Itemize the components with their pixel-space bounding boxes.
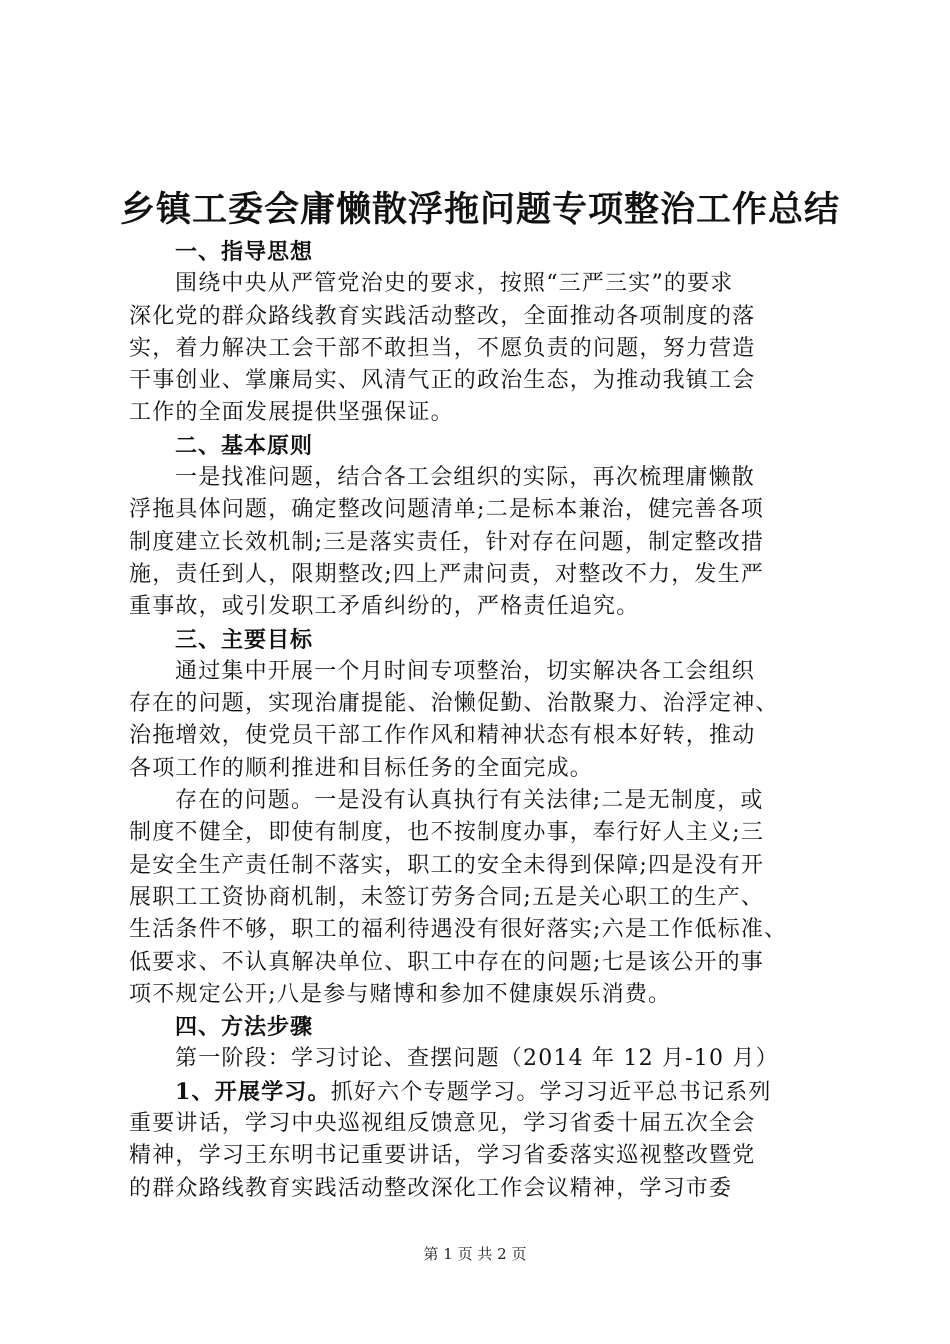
document-body: [129, 236, 829, 1205]
paragraph-line: 的群众路线教育实践活动整改深化工作会议精神，学习市委: [129, 1175, 733, 1201]
paragraph-line: 重事故，或引发职工矛盾纠纷的，严格责任追究。: [129, 594, 640, 620]
paragraph-line: 是安全生产责任制不落实，职工的安全未得到保障;四是没有开: [129, 852, 765, 878]
paragraph-line: 工作的全面发展提供坚强保证。: [129, 400, 454, 426]
paragraph-line: 治拖增效，使党员干部工作作风和精神状态有根本好转，推动: [129, 723, 756, 749]
paragraph-line: 低要求、不认真解决单位、职工中存在的问题;七是该公开的事: [129, 949, 765, 975]
paragraph-line: 施，责任到人，限期整改;四上严肃问责，对整改不力，发生严: [129, 561, 765, 587]
item-label: 1、开展学习。: [175, 1078, 331, 1105]
paragraph-line: 项不规定公开;八是参与赌博和参加不健康娱乐消费。: [129, 981, 672, 1007]
item-line: [129, 1076, 829, 1108]
section-heading-guiding-ideology: 一、指导思想: [175, 239, 314, 265]
paragraph-line: 存在的问题，实现治庸提能、治懒促勤、治散聚力、治浮定神、: [129, 691, 779, 717]
paragraph-line: 展职工工资协商机制，未签订劳务合同;五是关心职工的生产、: [129, 884, 765, 910]
document-title: 乡镇工委会庸懒散浮拖问题专项整治工作总结: [120, 189, 841, 230]
paragraph-line: 深化党的群众路线教育实践活动整改，全面推动各项制度的落: [129, 303, 756, 329]
paragraph-line: 围绕中央从严管党治史的要求，按照“三严三实”的要求: [175, 271, 734, 297]
page-footer: 第 1 页 共 2 页: [423, 1245, 527, 1263]
section-heading-basic-principles: 二、基本原则: [175, 432, 314, 459]
paragraph-line: 精神，学习王东明书记重要讲话，学习省委落实巡视整改暨党: [129, 1143, 756, 1169]
paragraph-line: 浮拖具体问题，确定整改问题清单;二是标本兼治，健完善各项: [129, 497, 765, 523]
paragraph-line: 制度建立长效机制;三是落实责任，针对存在问题，制定整改措: [129, 529, 765, 555]
paragraph-line: 干事创业、掌廉局实、风清气正的政治生态，为推动我镇工会: [129, 368, 756, 394]
paragraph-line: 生活条件不够，职工的福利待遇没有很好落实;六是工作低标准、: [129, 917, 788, 943]
section-heading-main-goals: 三、主要目标: [175, 626, 314, 653]
paragraph-line: 实，着力解决工会干部不敢担当，不愿负责的问题，努力营造: [129, 335, 756, 361]
section-heading-method-steps: 四、方法步骤: [175, 1014, 314, 1041]
paragraph-line: 各项工作的顺利推进和目标任务的全面完成。: [129, 755, 594, 781]
paragraph-line: 一是找准问题，结合各工会组织的实际，再次梳理庸懒散: [175, 465, 756, 491]
item-text: 抓好六个专题学习。学习习近平总书记系列: [330, 1079, 772, 1105]
stage-line: 第一阶段：学习讨论、查摆问题（2014 年 12 月-10 月）: [175, 1046, 779, 1072]
paragraph-line: 制度不健全，即使有制度，也不按制度办事，奉行好人主义;三: [129, 820, 765, 846]
paragraph-line: 重要讲话，学习中央巡视组反馈意见，学习省委十届五次全会: [129, 1111, 756, 1137]
paragraph-line: 通过集中开展一个月时间专项整治，切实解决各工会组织: [175, 658, 756, 684]
paragraph-line: 存在的问题。一是没有认真执行有关法律;二是无制度，或: [175, 788, 764, 814]
